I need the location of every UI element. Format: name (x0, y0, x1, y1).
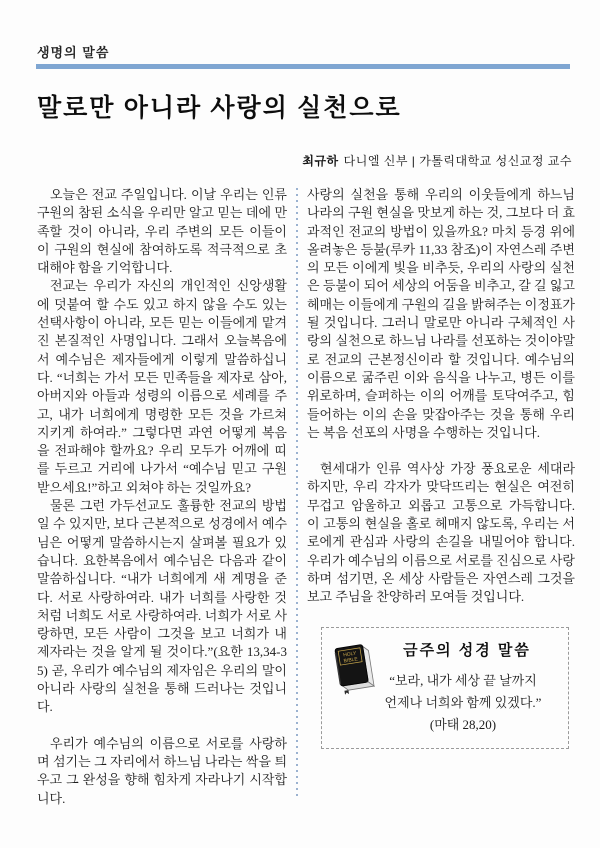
paragraph: 사랑의 실천을 통해 우리의 이웃들에게 하느님 나라의 구원 현실을 맛보게 하는 것, 그보다 더 효과적인 전교의 방법이 있을까요? 마치 등경 위에 올려놓은 등불(루카 11,33 참조)이 자연스레 주변의 모든 이에게 빛을 비추듯, 우리의 사랑의 실천은 등불이 되어 세상의 어둠을 비추고, 갈 길 잃고 헤매는 이들에게 구원의 길을 밝혀주는 이정표가 될 것입니다. 그러니 말로만 아니라 구체적인 사랑의 실천으로 하느님 나라를 선포하는 것이야말로 전교의 근본정신이라 할 것입니다. 예수님의 이름으로 굶주린 이와 음식을 나누고, 병든 이를 위로하며, 슬퍼하는 이의 어깨를 토닥여주고, 힘들어하는 이의 손을 맞잡아주는 것을 통해 우리는 복음 선포의 사명을 수행하는 것입니다. (307, 187, 575, 440)
paragraph: 현세대가 인류 역사상 가장 풍요로운 세대라 하지만, 우리 각자가 맞닥뜨리는 현실은 여전히 무겁고 암울하고 외롭고 고통으로 가득합니다. 이 고통의 현실을 홀로 헤매지 않도록, 우리는 서로에게 관심과 사랑의 손길을 내밀어야 합니다. 우리가 예수님의 이름으로 서로를 진심으로 사랑하며 섬기면, 온 세상 사람들은 자연스레 그것을 보고 주님을 찬양하러 모여들 것입니다. (307, 461, 575, 605)
section-label: 생명의 말씀 (37, 45, 110, 60)
bible-cover-text-holy: HOLY (342, 650, 357, 659)
paragraph: 전교는 우리가 자신의 개인적인 신앙생활에 덧붙여 할 수도 있고 하지 않을 수도 있는 선택사항이 아니라, 모든 믿는 이들에게 맡겨진 본질적인 사명입니다. 그래서 오늘복음에서 예수님은 제자들에게 이렇게 말씀하십니다. “너희는 가서 모든 민족들을 제자로 삼아, 아버지와 아들과 성령의 이름으로 세례를 주고, 내가 너희에게 명령한 모든 것을 가르쳐 지키게 하여라.” 그렇다면 과연 어떻게 복음을 전파해야 할까요? 우리 모두가 어깨에 띠를 두르고 거리에 나가서 “예수님 믿고 구원받으세요!”하고 외쳐야 하는 것일까요? (37, 278, 287, 495)
weekly-verse-box (321, 627, 569, 749)
header-accent-rule (36, 64, 570, 69)
paragraph: 물론 그런 가두선교도 훌륭한 전교의 방법일 수 있지만, 보다 근본적으로 성경에서 예수님은 어떻게 말씀하시는지 살펴볼 필요가 있습니다. 요한복음에서 예수님은 다음과 같이 말씀하십니다. “내가 너희에게 새 계명을 준다. 서로 사랑하여라. 내가 너희를 사랑한 것처럼 너희도 서로 사랑하여라. 너희가 서로 사랑하면, 모든 사람이 그것을 보고 너희가 내 제자라는 것을 알게 될 것이다.”(요한 13,34-35) 곧, 우리가 예수님의 제자임은 우리의 말이 아니라 사랑의 실천을 통해 드러나는 것입니다. (37, 498, 287, 715)
verse-citation: (마태 28,20) (429, 716, 497, 732)
bible-cover-text-bible: BIBLE (343, 655, 359, 665)
byline-author-name: 최규하 (302, 154, 339, 168)
verse-quote-line-1: “보라, 내가 세상 끝 날까지 (389, 672, 537, 688)
page-title: 말로만 아니라 사랑의 실천으로 (37, 95, 402, 122)
bible-icon (332, 640, 376, 696)
byline (302, 152, 572, 169)
column-left (37, 186, 287, 828)
verse-box-title: 금주의 성경 말씀 (403, 641, 531, 659)
paragraph: 오늘은 전교 주일입니다. 이날 우리는 인류 구원의 참된 소식을 우리만 알고 믿는 데에 만족할 것이 아니라, 우리 주변의 모든 이들이 이 구원의 현실에 참여하도록 적극적으로 초대해야 함을 기억합니다. (37, 187, 287, 276)
column-right (307, 186, 575, 828)
paragraph: 우리가 예수님의 이름으로 서로를 사랑하며 섬기는 그 자리에서 하느님 나라는 싹을 틔우고 그 완성을 향해 힘차게 자라나기 시작합니다. (37, 735, 287, 806)
verse-quote-line-2: 언제나 너희와 함께 있겠다.” (384, 694, 542, 710)
column-divider (296, 188, 298, 798)
article-body (37, 186, 575, 828)
byline-author-info: 다니엘 신부 | 가톨릭대학교 성신교정 교수 (343, 154, 572, 168)
